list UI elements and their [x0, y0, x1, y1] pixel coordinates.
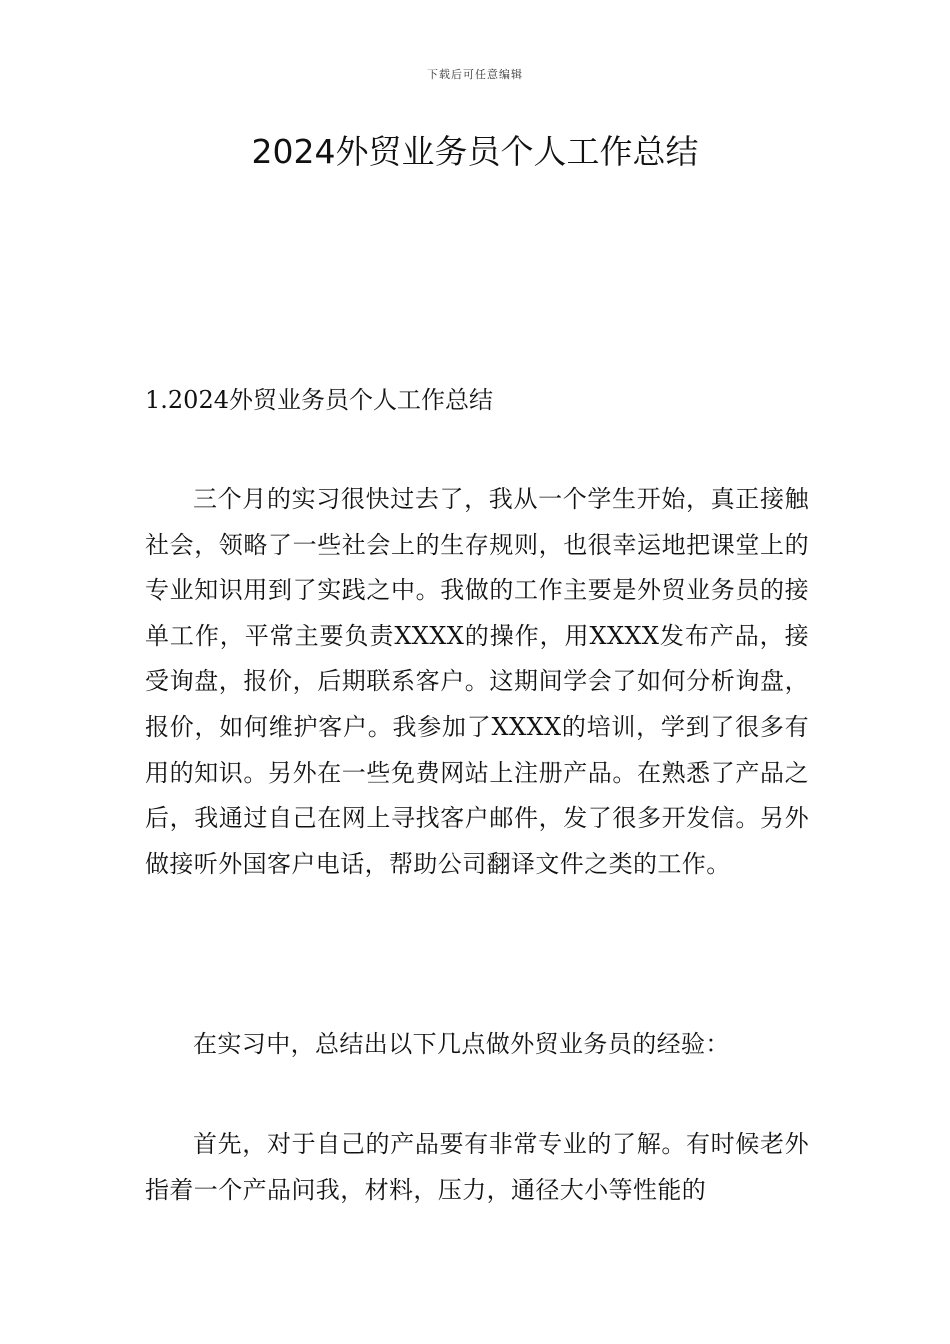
paragraph-3: 首先，对于自己的产品要有非常专业的了解。有时候老外指着一个产品问我，材料，压力，通径大小等性能的	[145, 1130, 809, 1204]
section-heading: 1.2024外贸业务员个人工作总结	[145, 386, 493, 414]
header-note: 下载后可任意编辑	[427, 68, 523, 81]
paragraph-1: 三个月的实习很快过去了，我从一个学生开始，真正接触社会，领略了一些社会上的生存规则，也很幸运地把课堂上的专业知识用到了实践之中。我做的工作主要是外贸业务员的接单工作，平常主要负责XXXX的操作，用XXXX发布产品，接受询盘，报价，后期联系客户。这期间学会了如何分析询盘，报价，如何维护客户。我参加了XXXX的培训，学到了很多有用的知识。另外在一些免费网站上注册产品。在熟悉了产品之后，我通过自己在网上寻找客户邮件，发了很多开发信。另外做接听外国客户电话，帮助公司翻译文件之类的工作。	[145, 485, 809, 878]
document-title: 2024外贸业务员个人工作总结	[251, 132, 699, 171]
paragraph-2: 在实习中，总结出以下几点做外贸业务员的经验：	[193, 1030, 730, 1058]
